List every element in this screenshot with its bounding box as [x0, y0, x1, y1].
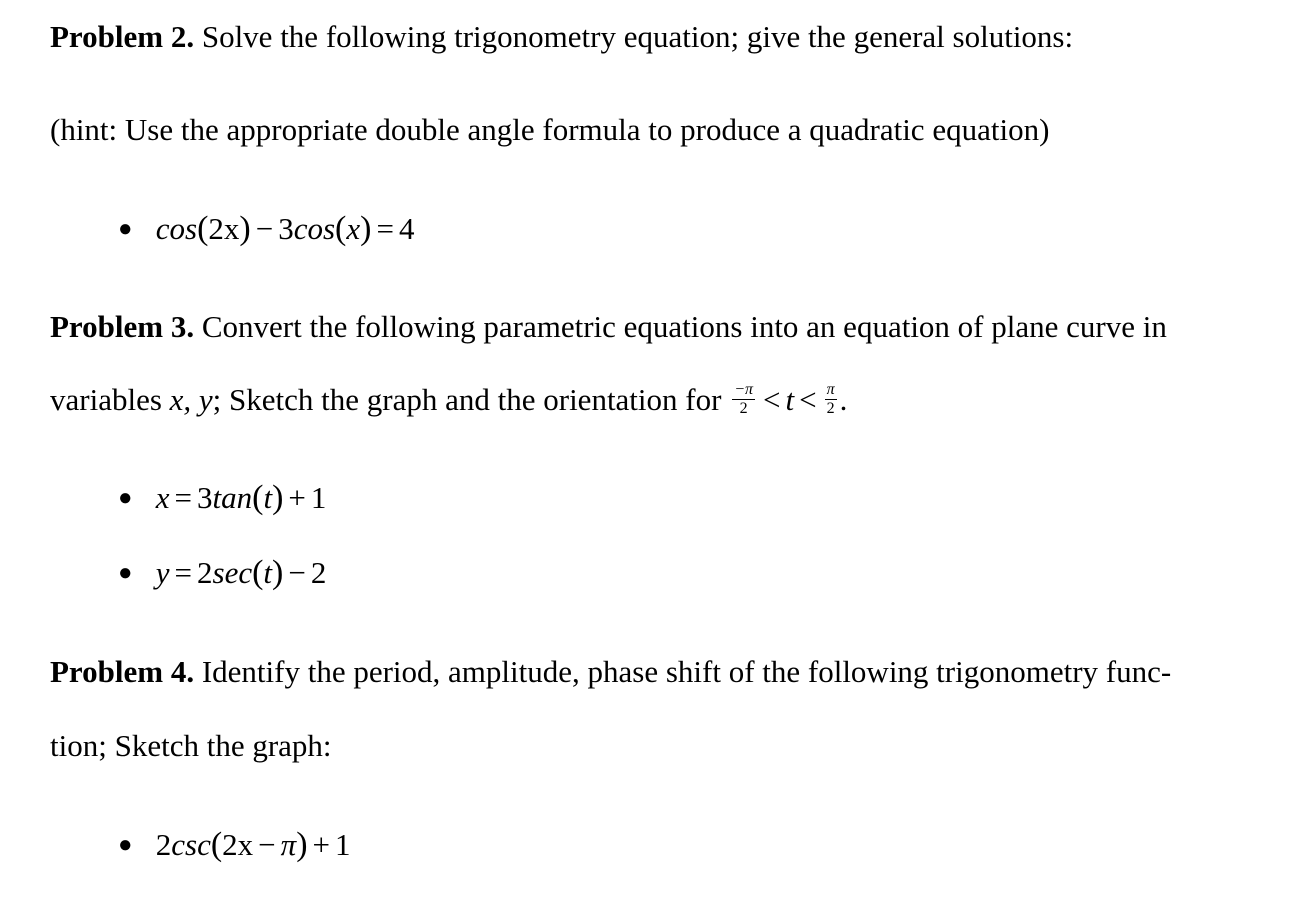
bullet-icon: ● [118, 832, 133, 858]
problem-3-label: Problem 3. [50, 309, 195, 344]
interval-upper-fraction: $\frac{\pi}{2}$ [826, 381, 835, 418]
problem-2-statement [50, 21, 1073, 52]
problem-3-equation-y: ● y = 2sec(t) − 2 [118, 554, 327, 591]
problem-4-text: Identify the period, amplitude, phase shift of the following trigonometry func- [201, 654, 1172, 689]
bullet-icon: ● [118, 216, 133, 242]
problem-2-equation: ● cos(2x) − 3cos(x) = 4 [118, 210, 415, 247]
problem-3-statement-line-1 [50, 311, 1167, 342]
problem-4-function: ● 2csc(2x − π) + 1 [118, 826, 351, 863]
problem-4-statement-line-2: tion; Sketch the graph: [50, 728, 332, 763]
problem-4-label: Problem 4. [50, 654, 195, 689]
interval-lower-fraction: $\frac{-\pi}{2}$ [734, 381, 753, 418]
problem-4-statement-line-1 [50, 656, 1171, 687]
problem-2-text: Solve the following trigonometry equation; give the general solutions: [201, 19, 1074, 54]
eq-fn: cos [155, 211, 198, 246]
bullet-icon: ● [118, 560, 133, 586]
problem-2-hint: (hint: Use the appropriate double angle formula to produce a quadratic equation) [50, 112, 1050, 147]
problem-3-equation-x: ● x = 3tan(t) + 1 [118, 479, 327, 516]
bullet-icon: ● [118, 485, 133, 511]
problem-3-statement-line-2: variables x, y; Sketch the graph and the orientation for $\frac{-\pi}{2}$ < t < $\frac{\pi}{2}$ . [50, 381, 848, 418]
problem-3-text: Convert the following parametric equations into an equation of plane curve in [201, 309, 1167, 344]
problem-2-label: Problem 2. [50, 19, 195, 54]
variables-xy: x, y [169, 382, 213, 417]
eq-arg: 2x [208, 211, 240, 246]
